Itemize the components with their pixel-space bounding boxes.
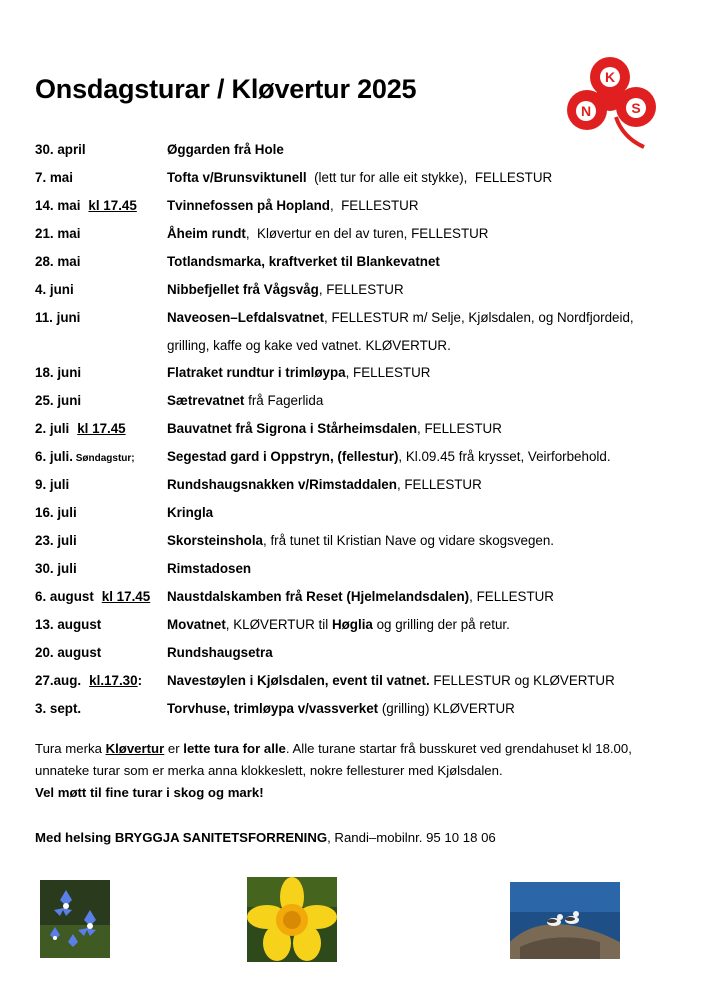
trip-schedule: [35, 138, 675, 725]
logo-letter-k: K: [604, 69, 616, 85]
date-text: 7. mai: [35, 170, 73, 185]
trip-details: , FELLESTUR: [469, 589, 554, 604]
trip-description: [167, 417, 502, 440]
trip-details: , Kl.09.45 frå krysset, Veirforbehold.: [398, 449, 611, 464]
trip-details: , FELLESTUR: [345, 365, 431, 380]
trip-name: Naustdalskamben frå Reset (Hjelmelandsdalen): [167, 589, 470, 604]
footer-text: Tura merka: [35, 741, 106, 756]
trip-date: [35, 417, 126, 440]
trip-description: [167, 529, 554, 552]
trip-description: [167, 445, 611, 468]
schedule-row: [35, 361, 675, 389]
trip-name: Åheim rundt: [167, 226, 246, 241]
trip-details: frå Fagerlida: [244, 393, 324, 408]
time-suffix: :: [137, 673, 143, 688]
trip-name: Bauvatnet frå Sigrona i Stårheimsdalen: [167, 421, 418, 436]
schedule-row: [35, 278, 675, 306]
trip-description: [167, 194, 419, 217]
schedule-row: [35, 389, 675, 417]
trip-date: [35, 613, 101, 636]
trip-date: [35, 361, 81, 384]
greeting-contact: , Randi–mobilnr. 95 10 18 06: [327, 830, 496, 845]
trip-name: Tofta v/Brunsviktunell: [167, 170, 307, 185]
trip-name: Sætrevatnet: [167, 393, 245, 408]
daffodil-photo: [247, 877, 337, 962]
departure-time: kl 17.45: [88, 198, 137, 213]
trip-details: , FELLESTUR: [417, 421, 502, 436]
footer-line-2: unnateke turar som er merka anna klokkeslett, nokre fellesturer med Kjølsdalen.: [35, 763, 503, 778]
date-text: 6. august: [35, 589, 94, 604]
logo-letter-n: N: [580, 103, 592, 119]
trip-name: Øggarden frå Hole: [167, 142, 284, 157]
date-text: 3. sept.: [35, 701, 82, 716]
schedule-row: [35, 613, 675, 641]
trip-description: [167, 250, 440, 273]
footer-line-1: [35, 738, 695, 760]
trip-name: Flatraket rundtur i trimløypa: [167, 365, 346, 380]
trip-details: , FELLESTUR: [396, 477, 482, 492]
date-text: 27.aug.: [35, 673, 82, 688]
trip-date: [35, 473, 69, 496]
trip-date: [35, 669, 142, 692]
trip-details: , KLØVERTUR til: [225, 617, 332, 632]
trip-description: [167, 306, 634, 329]
schedule-row: [35, 306, 675, 334]
date-text: 4. juni: [35, 282, 74, 297]
trip-description: [167, 669, 615, 692]
trip-details: , FELLESTUR m/ Selje, Kjølsdalen, og Nordfjordeid,: [324, 310, 634, 325]
date-text: 16. juli: [35, 505, 77, 520]
date-text: 20. august: [35, 645, 102, 660]
blue-flowers-photo: [40, 880, 110, 958]
greeting-signature: [35, 830, 496, 845]
greeting-org: Med helsing BRYGGJA SANITETSFORRENING: [35, 830, 328, 845]
seagulls-photo: [510, 882, 620, 959]
date-text: 2. juli: [35, 421, 70, 436]
trip-description: [167, 166, 552, 189]
schedule-row: [35, 501, 675, 529]
footer-text: . Alle turane startar frå busskuret ved grendahuset kl 18.00,: [285, 741, 632, 756]
trip-details: (lett tur for alle eit stykke), FELLESTUR: [306, 170, 553, 185]
trip-date: [35, 194, 137, 217]
trip-description: [167, 557, 251, 580]
trip-name: Segestad gard i Oppstryn, (fellestur): [167, 449, 399, 464]
trip-date: [35, 585, 150, 608]
trip-description: [167, 138, 284, 161]
footer-info: [35, 738, 695, 804]
schedule-row: [35, 697, 675, 725]
schedule-row: [35, 417, 675, 445]
trip-description: [167, 334, 451, 357]
trip-name: Navestøylen i Kjølsdalen, event til vatnet.: [167, 673, 430, 688]
trip-description: [167, 641, 273, 664]
trip-details: FELLESTUR og KLØVERTUR: [429, 673, 615, 688]
footer-line-3: Vel møtt til fine turar i skog og mark!: [35, 785, 264, 800]
schedule-row: [35, 529, 675, 557]
schedule-row: [35, 194, 675, 222]
date-text: 11. juni: [35, 310, 81, 325]
trip-date: [35, 557, 77, 580]
schedule-row: [35, 334, 675, 361]
date-text: 6. juli.: [35, 449, 73, 464]
schedule-row: [35, 641, 675, 669]
date-text: 9. juli: [35, 477, 70, 492]
date-note: Søndagstur;: [72, 453, 135, 464]
date-text: 14. mai: [35, 198, 81, 213]
schedule-row: [35, 250, 675, 278]
trip-description: [167, 585, 554, 608]
trip-date: [35, 697, 81, 720]
trip-description: [167, 473, 482, 496]
trip-name: Høglia: [331, 617, 373, 632]
schedule-row: [35, 585, 675, 613]
date-text: 21. mai: [35, 226, 81, 241]
date-text: 23. juli: [35, 533, 77, 548]
trip-name: Movatnet: [167, 617, 226, 632]
trip-date: [35, 389, 81, 412]
trip-description: [167, 697, 515, 720]
departure-time: kl.17.30: [89, 673, 138, 688]
trip-date: [35, 278, 74, 301]
logo-letter-s: S: [631, 100, 641, 116]
footer-text: er: [164, 741, 184, 756]
trip-details: og grilling der på retur.: [372, 617, 510, 632]
schedule-row: [35, 166, 675, 194]
schedule-row: [35, 473, 675, 501]
trip-date: [35, 641, 101, 664]
trip-name: Skorsteinshola: [167, 533, 263, 548]
trip-name: Rundshaugsnakken v/Rimstaddalen: [167, 477, 397, 492]
trip-description: [167, 389, 323, 412]
trip-name: Nibbefjellet frå Vågsvåg: [167, 282, 319, 297]
trip-description: [167, 361, 430, 384]
date-text: 30. juli: [35, 561, 77, 576]
schedule-row: [35, 557, 675, 585]
date-text: 28. mai: [35, 254, 81, 269]
trip-name: Kringla: [167, 505, 214, 520]
schedule-row: [35, 138, 675, 166]
trip-date: [35, 222, 80, 245]
trip-date: [35, 138, 86, 161]
trip-date: [35, 501, 77, 524]
trip-description: [167, 501, 213, 524]
trip-name: Totlandsmarka, kraftverket til Blankevatnet: [167, 254, 440, 269]
trip-date: [35, 306, 80, 329]
nks-clover-logo: [560, 55, 665, 150]
trip-date: [35, 445, 135, 470]
trip-details: grilling, kaffe og kake ved vatnet. KLØVERTUR.: [167, 338, 451, 353]
trip-details: , FELLESTUR: [329, 198, 419, 213]
trip-description: [167, 278, 404, 301]
schedule-row: [35, 222, 675, 250]
departure-time: kl 17.45: [101, 589, 151, 604]
date-text: 18. juni: [35, 365, 82, 380]
schedule-row: [35, 445, 675, 473]
trip-name: Torvhuse, trimløypa v/vassverket: [167, 701, 379, 716]
date-text: 30. april: [35, 142, 86, 157]
trip-details: (grilling) KLØVERTUR: [378, 701, 515, 716]
trip-date: [35, 166, 73, 189]
trip-name: Tvinnefossen på Hopland: [167, 198, 330, 213]
klovertur-term: Kløvertur: [105, 741, 165, 756]
trip-details: , frå tunet til Kristian Nave og vidare skogsvegen.: [263, 533, 555, 548]
schedule-row: [35, 669, 675, 697]
trip-description: [167, 613, 510, 636]
trip-details: , Kløvertur en del av turen, FELLESTUR: [245, 226, 489, 241]
trip-name: Rundshaugsetra: [167, 645, 273, 660]
page-title: Onsdagsturar / Kløvertur 2025: [35, 74, 417, 104]
date-text: 13. august: [35, 617, 102, 632]
departure-time: kl 17.45: [77, 421, 126, 436]
easy-trip-term: lette tura for alle: [183, 741, 286, 756]
trip-date: [35, 529, 77, 552]
date-text: 25. juni: [35, 393, 82, 408]
trip-details: , FELLESTUR: [318, 282, 404, 297]
trip-date: [35, 250, 80, 273]
trip-description: [167, 222, 488, 245]
trip-name: Naveosen–Lefdalsvatnet: [167, 310, 325, 325]
trip-name: Rimstadosen: [167, 561, 252, 576]
